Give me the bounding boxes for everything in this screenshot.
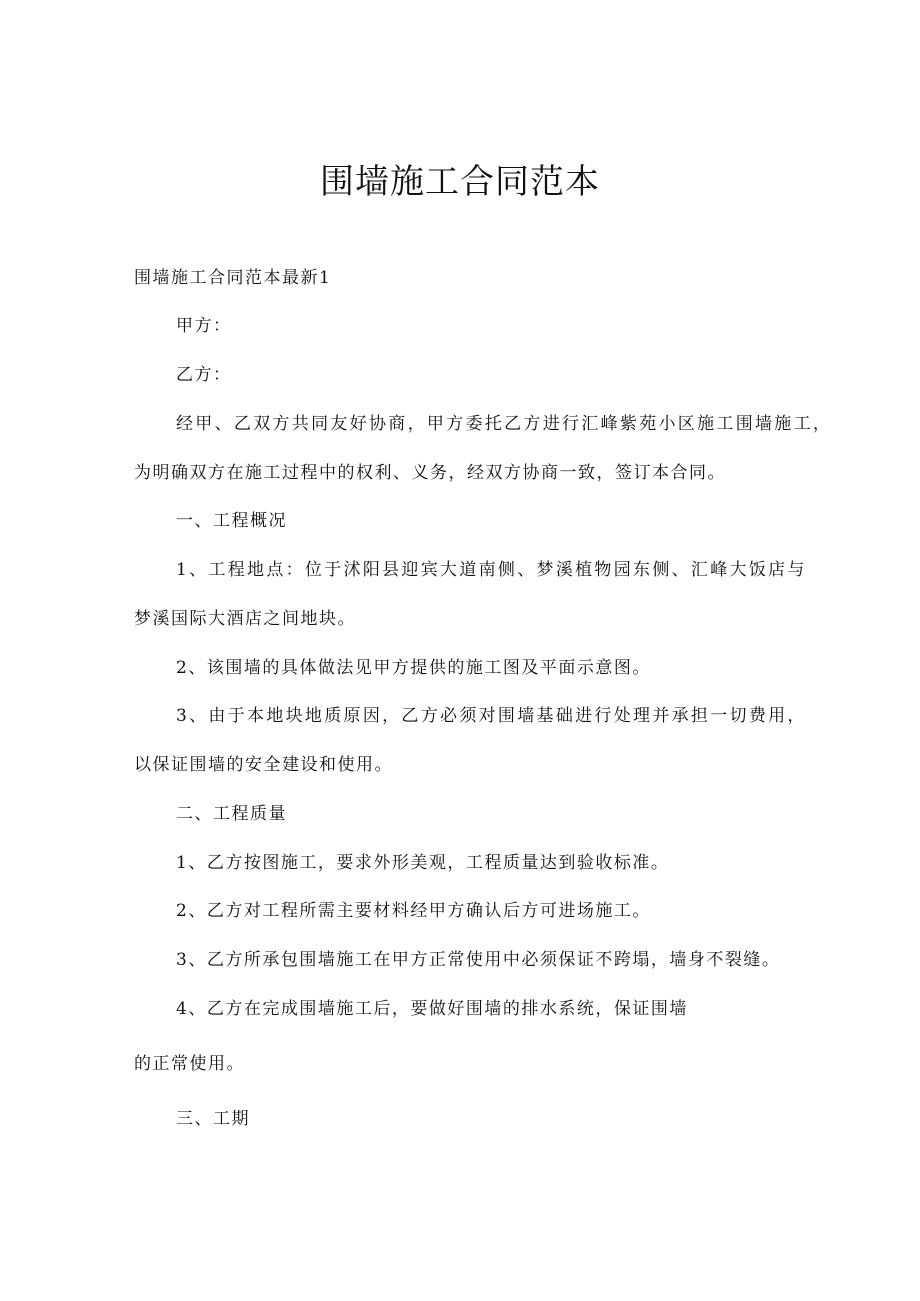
section-1-heading: 一、工程概况 [176,511,287,531]
section-2-item-2: 2、乙方对工程所需主要材料经甲方确认后方可进场施工。 [176,901,651,921]
section-2-item-4-line1: 4、乙方在完成围墙施工后，要做好围墙的排水系统，保证围墙 [176,999,688,1019]
section-1-item-3-line2: 以保证围墙的安全建设和使用。 [134,755,393,775]
party-b-label: 乙方： [176,365,232,385]
section-2-item-3: 3、乙方所承包围墙施工在甲方正常使用中必须保证不跨塌，墙身不裂缝。 [176,950,781,970]
party-a-label: 甲方： [176,316,232,336]
intro-paragraph-line2: 为明确双方在施工过程中的权利、义务，经双方协商一致，签订本合同。 [134,463,726,483]
section-1-item-2: 2、该围墙的具体做法见甲方提供的施工图及平面示意图。 [176,658,651,678]
section-1-item-3-line1: 3、由于本地块地质原因，乙方必须对围墙基础进行处理并承担一切费用， [176,706,807,726]
section-2-item-4-line2: 的正常使用。 [134,1054,245,1074]
document-title: 围墙施工合同范本 [320,162,600,202]
section-1-item-1-line1: 1、工程地点：位于沭阳县迎宾大道南侧、梦溪植物园东侧、汇峰大饭店与 [176,560,807,580]
intro-paragraph-line1: 经甲、乙双方共同友好协商，甲方委托乙方进行汇峰紫苑小区施工围墙施工， [176,414,833,434]
document-subtitle: 围墙施工合同范本最新1 [134,268,332,288]
section-2-item-1: 1、乙方按图施工，要求外形美观，工程质量达到验收标准。 [176,853,670,873]
section-2-heading: 二、工程质量 [176,804,287,824]
section-3-heading: 三、工期 [176,1109,250,1129]
section-1-item-1-line2: 梦溪国际大酒店之间地块。 [134,609,356,629]
